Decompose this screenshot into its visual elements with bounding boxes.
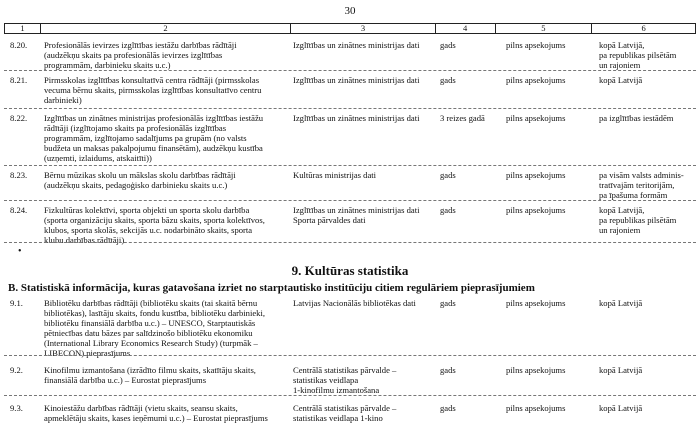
row-description-line: Fizkultūras kolektīvi, sporta objekti un sporta skolu darbība xyxy=(44,205,250,215)
row-detail-line: un rajoniem xyxy=(599,225,641,235)
row-separator xyxy=(4,242,696,243)
row-frequency xyxy=(436,403,496,423)
row-source xyxy=(291,298,436,358)
row-detail-line: tratīvajām teritorijām, xyxy=(599,180,675,190)
row-description-line: programmām, darbinieku skaits u.c.) xyxy=(44,60,171,70)
row-scope-line: pilns apsekojums xyxy=(506,113,566,123)
row-description-line: klubu darbības rādītāji) xyxy=(44,235,125,245)
row-description-line: Profesionālās ievirzes izglītības iestāžu darbības rādītāji xyxy=(44,40,237,50)
row-frequency xyxy=(436,40,496,70)
row-id-line: 8.22. xyxy=(10,113,28,123)
row-id-line: 9.2. xyxy=(10,365,23,375)
row-description xyxy=(40,113,291,163)
table-row xyxy=(4,40,696,70)
table-header xyxy=(4,23,696,34)
row-source-line: statistikas veidlapa xyxy=(293,375,359,385)
table-row xyxy=(4,365,696,395)
row-scope xyxy=(496,365,593,395)
row-detail-line: pa izglītības iestādēm xyxy=(599,113,674,123)
row-description-line: rādītāji (izglītojamo skaits pa profesionālās izglītības xyxy=(44,123,227,133)
row-detail xyxy=(593,75,696,105)
table-row xyxy=(4,403,696,423)
row-description-line: (International Library Economics Research Study) (turpmāk – xyxy=(44,338,258,348)
row-id xyxy=(4,40,40,70)
row-scope-line: pilns apsekojums xyxy=(506,403,566,413)
row-frequency xyxy=(436,298,496,358)
row-detail-line: pa republikas pilsētām xyxy=(599,50,677,60)
row-description xyxy=(40,403,291,423)
row-description-line: finansiālā darbība u.c.) – Eurostat pieprasījums xyxy=(44,375,207,385)
table-row xyxy=(4,75,696,105)
row-id-line: 8.20. xyxy=(10,40,28,50)
row-description-line: darbinieki) xyxy=(44,95,82,105)
row-description-line: apmeklētāju skaits, kases ieņēmumi u.c.) – Eurostat pieprasījums xyxy=(44,413,268,423)
row-id-line: 8.24. xyxy=(10,205,28,215)
row-description xyxy=(40,298,291,358)
row-detail-line: kopā Latvijā, xyxy=(599,40,645,50)
row-id xyxy=(4,205,40,245)
row-description-line: Kinoiestāžu darbības rādītāji (vietu skaits, seansu skaits, xyxy=(44,403,238,413)
row-scope xyxy=(496,298,593,358)
row-description-line: Izglītības un zinātnes ministrijas profesionālās izglītības iestāžu xyxy=(44,113,264,123)
row-frequency-line: gads xyxy=(440,170,456,180)
row-id xyxy=(4,170,40,200)
row-separator xyxy=(4,200,696,201)
row-description-line: bibliotēku finansiālā darbība u.c.) – UNESCO, Starptautiskās xyxy=(44,318,256,328)
row-description-line: Bērnu mūzikas skolu un mākslas skolu darbības rādītāji xyxy=(44,170,236,180)
row-source xyxy=(291,170,436,200)
row-scope-line: pilns apsekojums xyxy=(506,40,566,50)
row-frequency xyxy=(436,75,496,105)
row-detail xyxy=(593,113,696,163)
row-frequency-line: gads xyxy=(440,75,456,85)
row-frequency xyxy=(436,170,496,200)
row-separator xyxy=(4,395,696,396)
header-col-6: 6 xyxy=(641,23,646,33)
row-source-line: Sporta pārvaldes dati xyxy=(293,215,366,225)
row-description-line: Pirmsskolas izglītības konsultatīvā centra rādītāji (pirmsskolas xyxy=(44,75,260,85)
row-source xyxy=(291,75,436,105)
row-separator xyxy=(4,70,696,71)
page-number: 30 xyxy=(344,5,356,17)
row-id-line: 9.1. xyxy=(10,298,23,308)
row-separator xyxy=(4,355,696,356)
row-separator xyxy=(4,165,696,166)
row-scope-line: pilns apsekojums xyxy=(506,75,566,85)
row-detail xyxy=(593,365,696,395)
row-source xyxy=(291,365,436,395)
row-frequency-line: gads xyxy=(440,365,456,375)
row-id-line: 8.23. xyxy=(10,170,28,180)
row-scope xyxy=(496,75,593,105)
row-detail xyxy=(593,170,696,200)
row-source xyxy=(291,113,436,163)
row-frequency-line: gads xyxy=(440,40,456,50)
row-source-line: Izglītības un zinātnes ministrijas dati xyxy=(293,40,420,50)
row-frequency-line: gads xyxy=(440,403,456,413)
row-scope xyxy=(496,40,593,70)
row-detail xyxy=(593,205,696,245)
row-source-line: Izglītības un zinātnes ministrijas dati xyxy=(293,205,420,215)
row-source-line: Centrālā statistikas pārvalde – xyxy=(293,403,397,413)
table-row xyxy=(4,170,696,200)
row-scope-line: pilns apsekojums xyxy=(506,170,566,180)
row-description-line: (uzņemti, izlaidums, atskaitīti)) xyxy=(44,153,152,163)
row-source xyxy=(291,403,436,423)
row-scope xyxy=(496,403,593,423)
row-scope xyxy=(496,170,593,200)
row-frequency xyxy=(436,205,496,245)
row-source-line: Latvijas Nacionālās bibliotēkas dati xyxy=(293,298,416,308)
row-description xyxy=(40,75,291,105)
row-description-line: Kinofilmu izmantošana (izrādīto filmu skaits, skatītāju skaits, xyxy=(44,365,256,375)
row-scope-line: pilns apsekojums xyxy=(506,298,566,308)
row-source xyxy=(291,205,436,245)
row-detail-line: pa republikas pilsētām xyxy=(599,215,677,225)
row-detail-line: kopā Latvijā, xyxy=(599,205,645,215)
row-frequency-line: 3 reizes gadā xyxy=(440,113,485,123)
row-id-line: 8.21. xyxy=(10,75,28,85)
row-description-line: LIBECON) pieprasījums xyxy=(44,348,131,358)
row-description xyxy=(40,205,291,245)
row-detail-line: kopā Latvijā xyxy=(599,365,643,375)
row-frequency xyxy=(436,365,496,395)
row-detail-line: un rajoniem xyxy=(599,60,641,70)
row-description-line: (sporta organizāciju skaits, sporta bāzu skaits, sporta kolektīvos, xyxy=(44,215,265,225)
header-col-5: 5 xyxy=(496,24,593,33)
table-row xyxy=(4,298,696,358)
row-description-line: pētniecības datu bāzes par salīdzinošo bibliotēku ekonomiku xyxy=(44,328,253,338)
row-scope xyxy=(496,205,593,245)
row-detail xyxy=(593,298,696,358)
row-frequency xyxy=(436,113,496,163)
header-col-3: 3 xyxy=(291,24,436,33)
row-description xyxy=(40,170,291,200)
row-frequency-line: gads xyxy=(440,205,456,215)
row-detail-line: pa īpašuma formām xyxy=(599,190,668,200)
row-source-line: Kultūras ministrijas dati xyxy=(293,170,377,180)
row-description-line: klubos, sporta skolās, sekcijās u.c. nodarbināto skaits, sporta xyxy=(44,225,253,235)
row-detail-line: kopā Latvijā xyxy=(599,75,643,85)
row-id xyxy=(4,365,40,395)
row-description-line: vecuma bērnu skaits, pirmsskolas izglītības konsultatīvo centru xyxy=(44,85,262,95)
row-description-line: (audzēkņu skaits pa profesionālās ievirzes izglītības xyxy=(44,50,223,60)
row-scope-line: pilns apsekojums xyxy=(506,205,566,215)
row-description-line: (audzēkņu skaits, pedagoģisko darbinieku skaits u.c.) xyxy=(44,180,228,190)
subsection-title: B. Statistiskā informācija, kuras gatavošana izriet no starptautisko institūciju citiem regulāriem pieprasījumiem xyxy=(8,282,535,294)
row-source-line: Centrālā statistikas pārvalde – xyxy=(293,365,397,375)
row-source-line: Izglītības un zinātnes ministrijas dati xyxy=(293,113,420,123)
row-frequency-line: gads xyxy=(440,298,456,308)
table-row xyxy=(4,205,696,245)
row-source xyxy=(291,40,436,70)
row-id xyxy=(4,403,40,423)
section-title: 9. Kultūras statistika xyxy=(291,263,409,278)
row-source-line: statistikas veidlapa 1-kino xyxy=(293,413,383,423)
row-id xyxy=(4,75,40,105)
row-detail-line: pa visām valsts adminis- xyxy=(599,170,684,180)
header-col-2: 2 xyxy=(41,24,291,33)
row-detail xyxy=(593,40,696,70)
row-description-line: Bibliotēku darbības rādītāji (bibliotēku skaits (tai skaitā bērnu xyxy=(44,298,258,308)
row-scope-line: pilns apsekojums xyxy=(506,365,566,375)
row-description xyxy=(40,365,291,395)
header-col-4: 4 xyxy=(436,24,496,33)
row-description-line: programmām, izglītojamo sadalījums pa grupām (no valsts xyxy=(44,133,247,143)
row-description-line: budžeta un maksas pakalpojumu finansētām), audzēkņu kustība xyxy=(44,143,263,153)
row-id-line: 9.3. xyxy=(10,403,23,413)
row-id xyxy=(4,298,40,358)
row-id xyxy=(4,113,40,163)
row-source-line: 1-kinofilmu izmantošana xyxy=(293,385,380,395)
row-description xyxy=(40,40,291,70)
row-description-line: bibliotēkas), lasītāju skaits, fondu kustība, bibliotēku darbinieki, xyxy=(44,308,266,318)
row-detail xyxy=(593,403,696,423)
row-source-line: Izglītības un zinātnes ministrijas dati xyxy=(293,75,420,85)
row-scope xyxy=(496,113,593,163)
row-detail-line: kopā Latvijā xyxy=(599,403,643,413)
row-detail-line: kopā Latvijā xyxy=(599,298,643,308)
row-separator xyxy=(4,108,696,109)
table-row xyxy=(4,113,696,163)
header-col-1: 1 xyxy=(5,24,41,33)
stray-mark: • xyxy=(18,246,22,257)
